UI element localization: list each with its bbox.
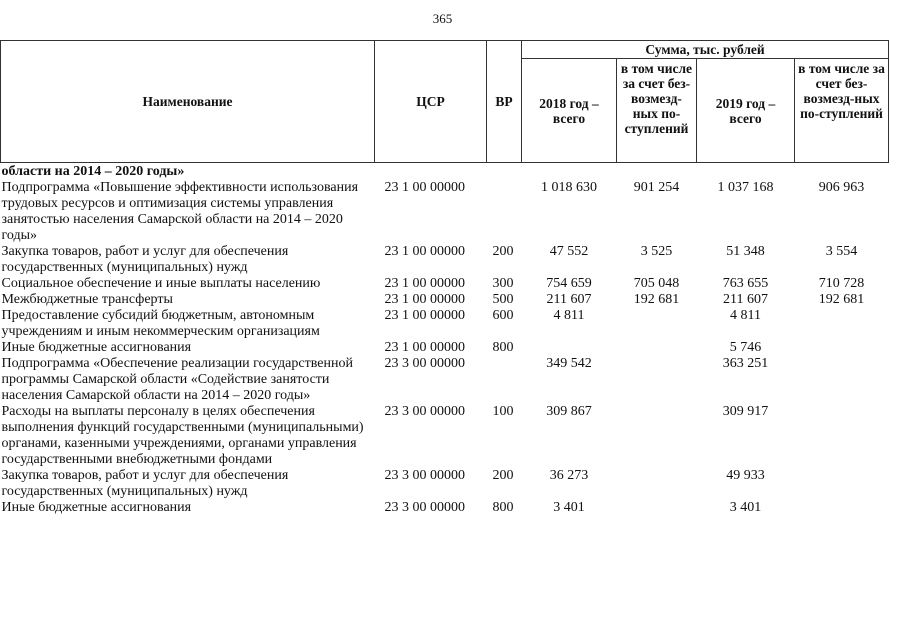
row-csr: 23 1 00 00000 [384, 244, 465, 259]
row-vr: 600 [492, 308, 514, 323]
row-incl-2019 [795, 356, 889, 404]
table-body [1, 163, 889, 517]
row-total-2018: 1 018 630 [541, 180, 597, 195]
row-name: Расходы на выплаты персоналу в целях обеспечения выполнения функций государственными (муниципальными) органами, казенными учреждениями, органами управления государственными внебюджетными фондами [1, 404, 364, 467]
row-name: области на 2014 – 2020 годы» [1, 163, 375, 181]
row-name: Закупка товаров, работ и услуг для обеспечения государственных (муниципальных) нужд [1, 468, 289, 499]
row-name: Иные бюджетные ассигнования [1, 340, 192, 355]
row-vr [487, 163, 522, 181]
row-vr: 300 [492, 276, 514, 291]
row-vr: 100 [492, 404, 514, 419]
table-row [1, 244, 889, 276]
row-total-2019: 363 251 [722, 356, 769, 371]
row-incl-2019: 3 554 [825, 244, 858, 259]
row-incl-2018: 901 254 [633, 180, 680, 195]
header-incl-2019: в том числе за счет без-возмезд-ных по-ступлений [795, 59, 889, 163]
row-total-2018: 211 607 [546, 292, 592, 307]
row-incl-2018 [617, 340, 697, 356]
row-total-2018: 3 401 [553, 500, 585, 515]
row-total-2019: 1 037 168 [717, 180, 774, 195]
row-total-2018: 309 867 [546, 404, 592, 419]
row-csr [375, 163, 487, 181]
row-csr: 23 3 00 00000 [384, 356, 465, 371]
row-total-2019: 5 746 [729, 340, 762, 355]
row-name: Подпрограмма «Повышение эффективности использования трудовых ресурсов и оптимизация системы управления занятостью населения Самарской области на 2014 – 2020 годы» [1, 180, 359, 243]
table-row [1, 308, 889, 340]
row-csr: 23 1 00 00000 [384, 180, 465, 195]
table-row [1, 468, 889, 500]
table-row [1, 500, 889, 516]
row-total-2019: 49 933 [726, 468, 765, 483]
row-vr: 800 [492, 500, 514, 515]
row-csr: 23 1 00 00000 [384, 340, 465, 355]
header-vr: ВР [487, 41, 522, 163]
header-total-2018: 2018 год – всего [522, 59, 617, 163]
row-incl-2019 [795, 500, 889, 516]
header-sum-group: Сумма, тыс. рублей [522, 41, 889, 59]
row-incl-2018 [617, 356, 697, 404]
row-vr: 200 [492, 244, 514, 259]
row-incl-2019: 906 963 [818, 180, 865, 195]
row-total-2018 [522, 163, 617, 181]
row-total-2018 [522, 340, 617, 356]
table-row [1, 163, 889, 181]
row-incl-2019 [795, 468, 889, 500]
row-incl-2018: 192 681 [633, 292, 680, 307]
row-incl-2019 [795, 340, 889, 356]
row-name: Предоставление субсидий бюджетным, автономным учреждениям и иным некоммерческим организациям [1, 308, 320, 339]
row-total-2019: 211 607 [723, 292, 768, 307]
row-csr: 23 3 00 00000 [384, 500, 465, 515]
row-total-2018: 47 552 [549, 244, 589, 259]
row-total-2018: 349 542 [546, 356, 592, 371]
row-incl-2018: 3 525 [640, 244, 673, 259]
table-row [1, 340, 889, 356]
row-total-2019 [697, 163, 795, 181]
row-total-2019: 3 401 [729, 500, 762, 515]
table-row [1, 356, 889, 404]
table-header [1, 41, 889, 163]
header-incl-2018: в том числе за счет без-возмезд-ных по-ступлений [617, 59, 697, 163]
row-name: Подпрограмма «Обеспечение реализации государственной программы Самарской области «Содействие занятости населения Самарской области на 2014 – 2020 годы» [1, 356, 353, 403]
row-incl-2018 [617, 500, 697, 516]
header-total-2019: 2019 год – всего [697, 59, 795, 163]
header-csr: ЦСР [375, 41, 487, 163]
row-total-2018: 4 811 [553, 308, 585, 323]
row-total-2018: 36 273 [549, 468, 589, 483]
row-incl-2018 [617, 468, 697, 500]
row-incl-2019 [795, 308, 889, 340]
header-name: Наименование [1, 41, 375, 163]
row-incl-2019: 192 681 [818, 292, 865, 307]
row-vr: 800 [492, 340, 514, 355]
budget-table [0, 40, 889, 516]
row-incl-2018 [617, 163, 697, 181]
row-name: Межбюджетные трансферты [1, 292, 173, 307]
row-csr: 23 3 00 00000 [384, 404, 465, 419]
row-name: Социальное обеспечение и иные выплаты населению [1, 276, 321, 291]
row-incl-2019: 710 728 [818, 276, 865, 291]
row-total-2019: 309 917 [722, 404, 769, 419]
row-csr: 23 3 00 00000 [384, 468, 465, 483]
row-total-2018: 754 659 [546, 276, 592, 291]
row-vr: 200 [492, 468, 514, 483]
page-number: 365 [432, 11, 453, 26]
row-csr: 23 1 00 00000 [384, 308, 465, 323]
row-csr: 23 1 00 00000 [384, 292, 465, 307]
row-vr [487, 180, 522, 244]
table-row [1, 292, 889, 308]
row-csr: 23 1 00 00000 [384, 276, 465, 291]
table-row [1, 276, 889, 292]
row-total-2019: 763 655 [722, 276, 769, 291]
table-row [1, 404, 889, 468]
row-incl-2018: 705 048 [633, 276, 680, 291]
row-name: Иные бюджетные ассигнования [1, 500, 192, 515]
row-total-2019: 4 811 [730, 308, 761, 323]
row-name: Закупка товаров, работ и услуг для обеспечения государственных (муниципальных) нужд [1, 244, 289, 275]
row-incl-2018 [617, 404, 697, 468]
row-vr [487, 356, 522, 404]
table-row [1, 180, 889, 244]
row-incl-2019 [795, 404, 889, 468]
row-incl-2019 [795, 163, 889, 181]
row-incl-2018 [617, 308, 697, 340]
row-total-2019: 51 348 [726, 244, 765, 259]
row-vr: 500 [492, 292, 514, 307]
